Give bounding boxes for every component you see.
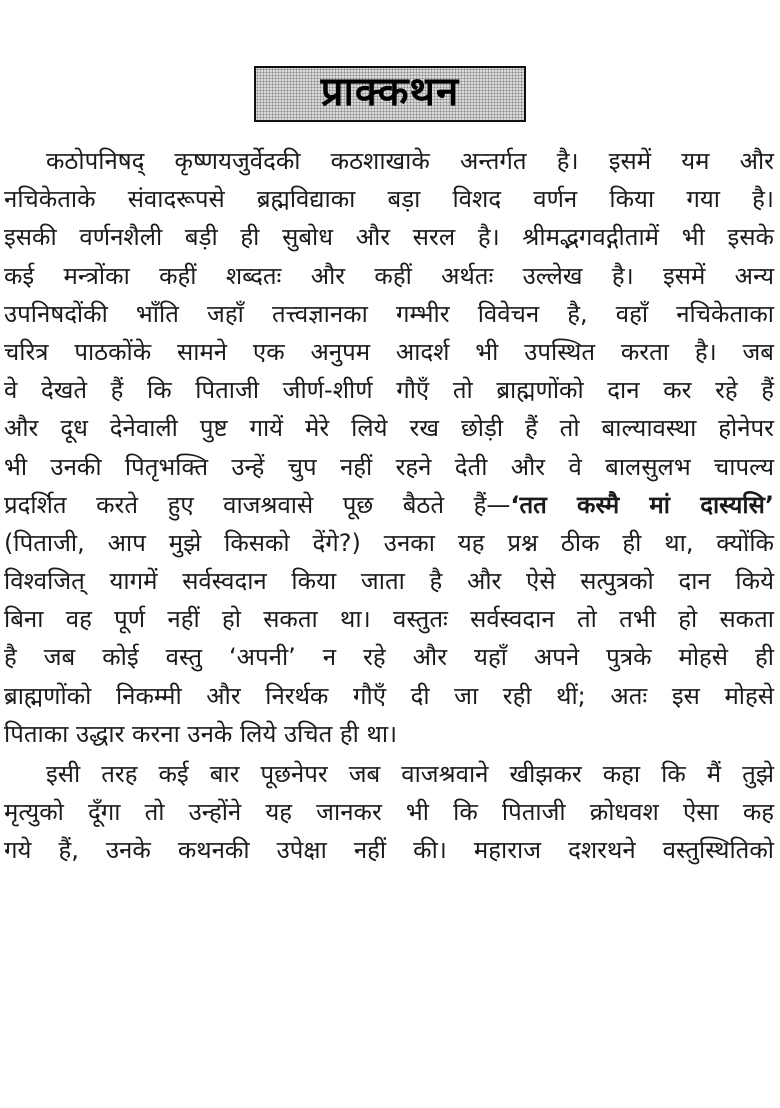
title-box (254, 66, 526, 122)
paragraph-2 (4, 755, 774, 870)
text-line: कठोपनिषद् कृष्णयजुर्वेदकी कठशाखाके अन्तर्गत है। इसमें यम और (46, 147, 774, 175)
text-line: (पिताजी, आप मुझे किसको देंगे?) उनका यह प्रश्न ठीक ही था, क्योंकि (4, 528, 774, 557)
text-line: है जब कोई वस्तु ‘अपनी’ न रहे और यहाँ अपने पुत्रके मोहसे ही (4, 643, 774, 672)
text-line: मृत्युको दूँगा तो उन्होंने यह जानकर भी कि पिताजी क्रोधवश ऐसा कह (4, 798, 774, 827)
text-line: उपनिषदोंकी भाँति जहाँ तत्त्वज्ञानका गम्भीर विवेचन है, वहाँ नचिकेताका (4, 299, 774, 328)
sanskrit-quote: ‘तत कस्मै मां दास्यसि’ (510, 490, 774, 519)
text-line: गये हैं, उनके कथनकी उपेक्षा नहीं की। महाराज दशरथने वस्तुस्थितिको (4, 836, 774, 865)
text-line: ब्राह्मणोंको निकम्मी और निरर्थक गौएँ दी जा रही थीं; अतः इस मोहसे (4, 681, 774, 710)
text-line: वे देखते हैं कि पिताजी जीर्ण-शीर्ण गौएँ तो ब्राह्मणोंको दान कर रहे हैं (4, 376, 774, 405)
text-line: विश्वजित् यागमें सर्वस्वदान किया जाता है और ऐसे सत्पुत्रको दान किये (4, 567, 774, 596)
page-title: प्राक्कथन (320, 69, 460, 115)
text-line: नचिकेताके संवादरूपसे ब्रह्मविद्याका बड़ा विशद वर्णन किया गया है। (4, 185, 774, 214)
text-line-with-quote (4, 486, 774, 524)
text-segment: प्रदर्शित करते हुए वाजश्रवासे पूछ बैठते हैं— (4, 490, 511, 519)
text-line: पिताका उद्धार करना उनके लिये उचित ही था। (4, 719, 398, 748)
document-body (4, 142, 774, 870)
text-line: चरित्र पाठकोंके सामने एक अनुपम आदर्श भी उपस्थित करता है। जब (4, 337, 774, 366)
title-container (0, 66, 780, 122)
text-line: कई मन्त्रोंका कहीं शब्दतः और कहीं अर्थतः उल्लेख है। इसमें अन्य (4, 261, 774, 290)
paragraph-1 (4, 142, 774, 753)
text-line: इसी तरह कई बार पूछनेपर जब वाजश्रवाने खीझकर कहा कि मैं तुझे (46, 760, 774, 788)
text-line: बिना वह पूर्ण नहीं हो सकता था। वस्तुतः सर्वस्वदान तो तभी हो सकता (4, 605, 774, 634)
text-line: इसकी वर्णनशैली बड़ी ही सुबोध और सरल है। श्रीमद्भगवद्गीतामें भी इसके (4, 223, 774, 252)
text-line: और दूध देनेवाली पुष्ट गायें मेरे लिये रख छोड़ी हैं तो बाल्यावस्था होनेपर (4, 414, 774, 443)
text-line: भी उनकी पितृभक्ति उन्हें चुप नहीं रहने देती और वे बालसुलभ चापल्य (4, 452, 774, 481)
